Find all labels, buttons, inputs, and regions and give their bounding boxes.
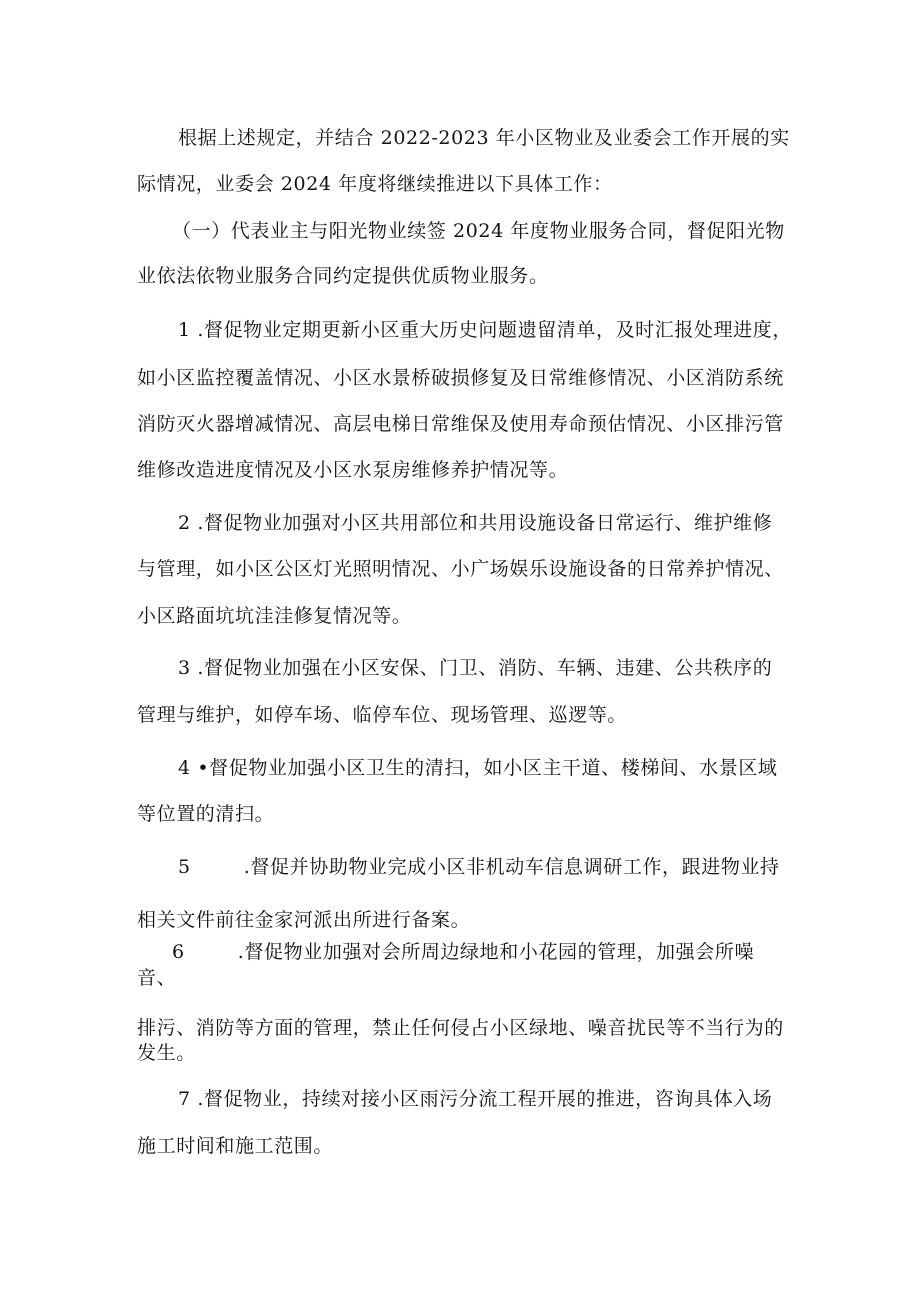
text-line: 相关文件前往金家河派出所进行备案。	[137, 909, 471, 931]
text-line: 业依法依物业服务合同约定提供优质物业服务。	[137, 265, 549, 287]
text-line: 2 .督促物业加强对小区共用部位和共用设施设备日常运行、维护维修	[178, 512, 773, 534]
text-line: 排污、消防等方面的管理，禁止任何侵占小区绿地、噪音扰民等不当行为的	[137, 1017, 784, 1039]
text-line: 4 •督促物业加强小区卫生的清扫，如小区主干道、楼梯间、水景区域	[178, 757, 778, 779]
text-line: 发生。	[137, 1042, 196, 1064]
text-line: 如小区监控覆盖情况、小区水景桥破损修复及日常维修情况、小区消防系统	[137, 367, 784, 389]
text-line: 际情况，业委会 2024 年度将继续推进以下具体工作：	[137, 173, 613, 195]
text-line: 1 .督促物业定期更新小区重大历史问题遗留清单，及时汇报处理进度，	[178, 319, 792, 341]
text-line: 6 .督促物业加强对会所周边绿地和小花园的管理，加强会所噪	[172, 941, 755, 963]
text-line: 维修改造进度情况及小区水泵房维修养护情况等。	[137, 459, 569, 481]
text-line: 与管理，如小区公区灯光照明情况、小广场娱乐设施设备的日常养护情况、	[137, 558, 784, 580]
text-line: 3 .督促物业加强在小区安保、门卫、消防、车辆、违建、公共秩序的	[178, 657, 773, 679]
text-line: 小区路面坑坑洼洼修复情况等。	[137, 605, 412, 627]
text-line: 根据上述规定，并结合 2022-2023 年小区物业及业委会工作开展的实	[178, 127, 790, 149]
text-line: （一）代表业主与阳光物业续签 2024 年度物业服务合同，督促阳光物	[172, 220, 785, 242]
text-line: 音、	[137, 967, 177, 989]
text-line: 施工时间和施工范围。	[137, 1135, 334, 1157]
text-line: 5 .督促并协助物业完成小区非机动车信息调研工作，跟进物业持	[178, 856, 780, 878]
text-line: 等位置的清扫。	[137, 803, 275, 825]
text-line: 管理与维护，如停车场、临停车位、现场管理、巡逻等。	[137, 704, 628, 726]
text-line: 消防灭火器增减情况、高层电梯日常维保及使用寿命预估情况、小区排污管	[137, 413, 784, 435]
text-line: 7 .督促物业，持续对接小区雨污分流工程开展的推进，咨询具体入场	[178, 1088, 773, 1110]
